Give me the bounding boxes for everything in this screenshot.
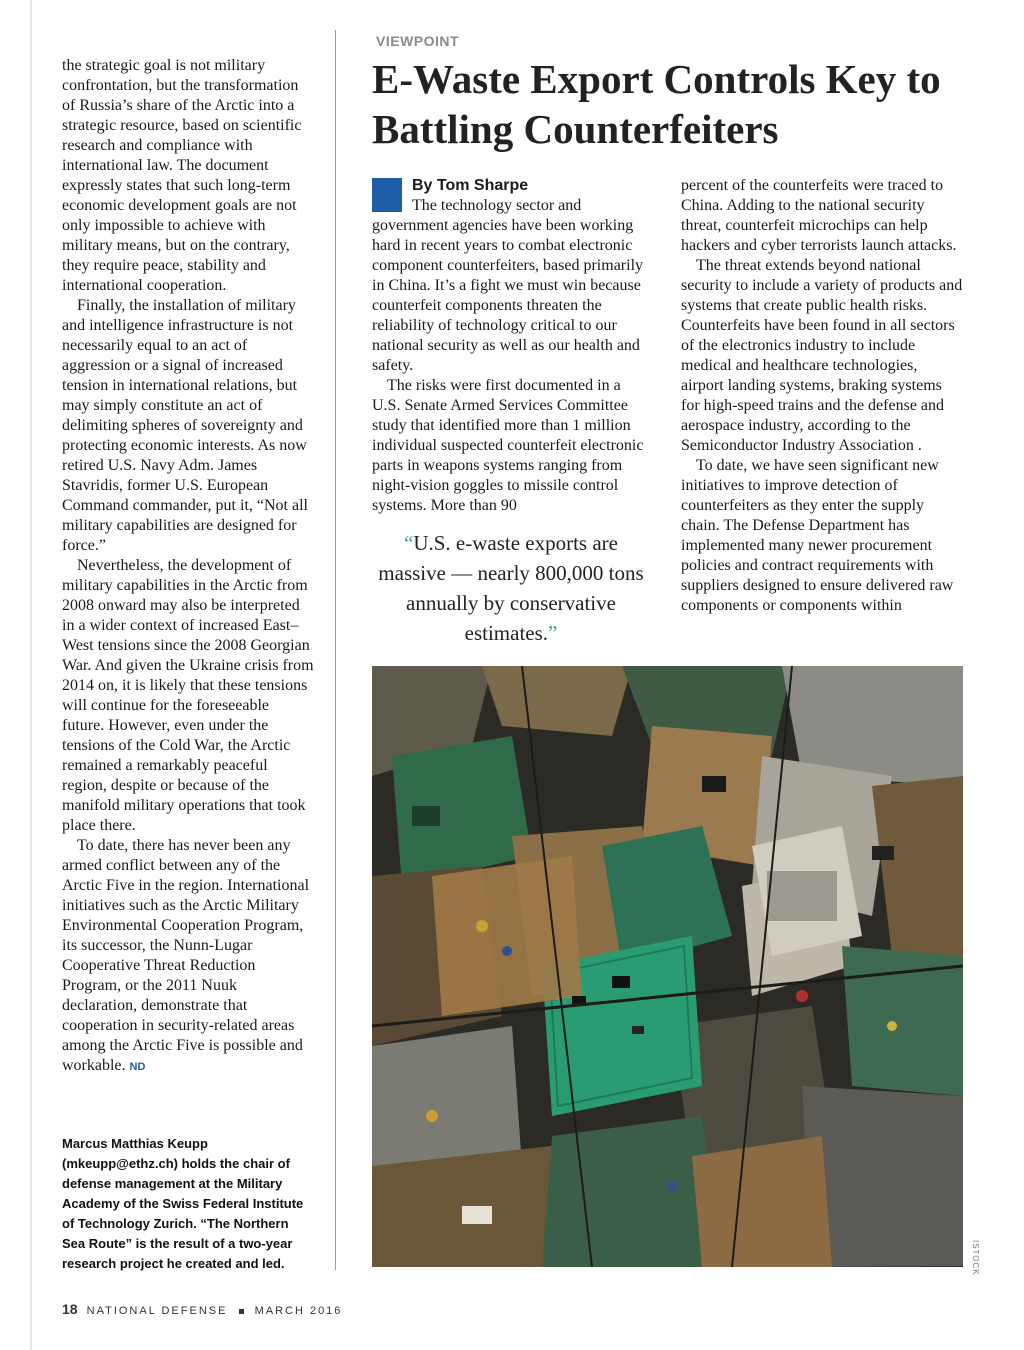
body-paragraph: the strategic goal is not military confrontation, but the transformation of Russia’s share of the Arctic into a strategic resource, based on scientific research and compliance with international law. The document expressly states that such long-term economic development goals are not only impossible to achieve with military means, but on the contrary, they require peace, stability and international cooperation. [62,57,302,294]
photo-credit: ISTOCK [971,1240,980,1276]
body-paragraph: To date, we have seen significant new initiatives to improve detection of counterfeiters as they enter the supply chain. The Defense Department has implemented many newer procurement policies and contract requirements with suppliers designed to ensure delivered raw components or components within [681,457,954,614]
body-paragraph: The threat extends beyond national security to include a variety of products and systems that create public health risks. Counterfeits have been found in all sectors of the electronics industry to include medical and healthcare technologies, airport landing systems, braking systems for high-speed trains and the defense and aerospace industry, according to the Semiconductor Industry Association . [681,257,963,454]
quote-close-mark: ” [548,621,558,645]
publication-name: NATIONAL DEFENSE [86,1305,228,1317]
issue-date: MARCH 2016 [254,1305,343,1317]
article-column-1 [372,176,650,516]
article-column-2 [681,176,963,616]
column-divider [335,30,336,1270]
body-paragraph: Finally, the installation of military and intelligence infrastructure is not necessarily equal to an act of aggression or a signal of increased tension in international relations, but may simply constitute an act of delimiting spheres of sovereignty and protecting economic interests. As now retired U.S. Navy Adm. James Stavridis, former U.S. European Command commander, put it, “Not all military capabilities are designed for force.” [62,297,308,554]
page-footer [62,1301,342,1317]
end-of-article-mark: ND [129,1061,146,1073]
body-paragraph [62,836,314,1077]
article-byline: By Tom Sharpe [412,177,529,194]
circuit-board-pile-illustration [372,666,963,1267]
pull-quote-text: U.S. e-waste exports are massive — nearly 800,000 tons annually by conservative estimates. [378,531,644,645]
article-headline: E-Waste Export Controls Key to Battling Counterfeiters [372,56,941,152]
byline-marker [372,178,402,212]
section-kicker: VIEWPOINT [376,33,460,49]
body-paragraph: percent of the counterfeits were traced to China. Adding to the national security threat, counterfeit microchips can help hackers and cyber terrorists launch attacks. [681,177,957,254]
page-gutter-edge [30,0,32,1350]
pull-quote [372,528,650,648]
previous-article-column [62,56,314,1077]
body-paragraph: The technology sector and government agencies have been working hard in recent years to combat electronic component counterfeiters, based primarily in China. It’s a fight we must win because counterfeit components threaten the reliability of technology critical to our national security as well as our health and safety. [372,197,644,374]
page-number: 18 [62,1301,78,1317]
e-waste-photo [372,666,963,1267]
author-bio: Marcus Matthias Keupp (mkeupp@ethz.ch) holds the chair of defense management at the Military Academy of the Swiss Federal Institute of Technology Zurich. “The Northern Sea Route” is the result of a two-year research project he created and led. [62,1136,304,1271]
body-paragraph: Nevertheless, the development of military capabilities in the Arctic from 2008 onward may also be interpreted in a wider context of increased East–West tensions since the 2008 Georgian War. And given the Ukraine crisis from 2014 on, it is likely that these tensions will continue for the foreseeable future. However, even under the tensions of the Cold War, the Arctic remained a remarkably peaceful region, despite or because of the manifold military operations that took place there. [62,557,314,834]
body-paragraph-text: To date, there has never been any armed conflict between any of the Arctic Five in the region. International initiatives such as the Arctic Military Environmental Cooperation Program, its successor, the Nunn-Lugar Cooperative Threat Reduction Program, or the 2011 Nuuk declaration, demonstrate that cooperation in security-related areas among the Arctic Five is possible and workable. [62,837,310,1074]
quote-open-mark: “ [403,531,414,555]
footer-separator [239,1309,244,1314]
body-paragraph: The risks were first documented in a U.S. Senate Armed Services Committee study that identified more than 1 million individual suspected counterfeit electronic parts in weapons systems ranging from night-vision goggles to missile control systems. More than 90 [372,377,644,514]
